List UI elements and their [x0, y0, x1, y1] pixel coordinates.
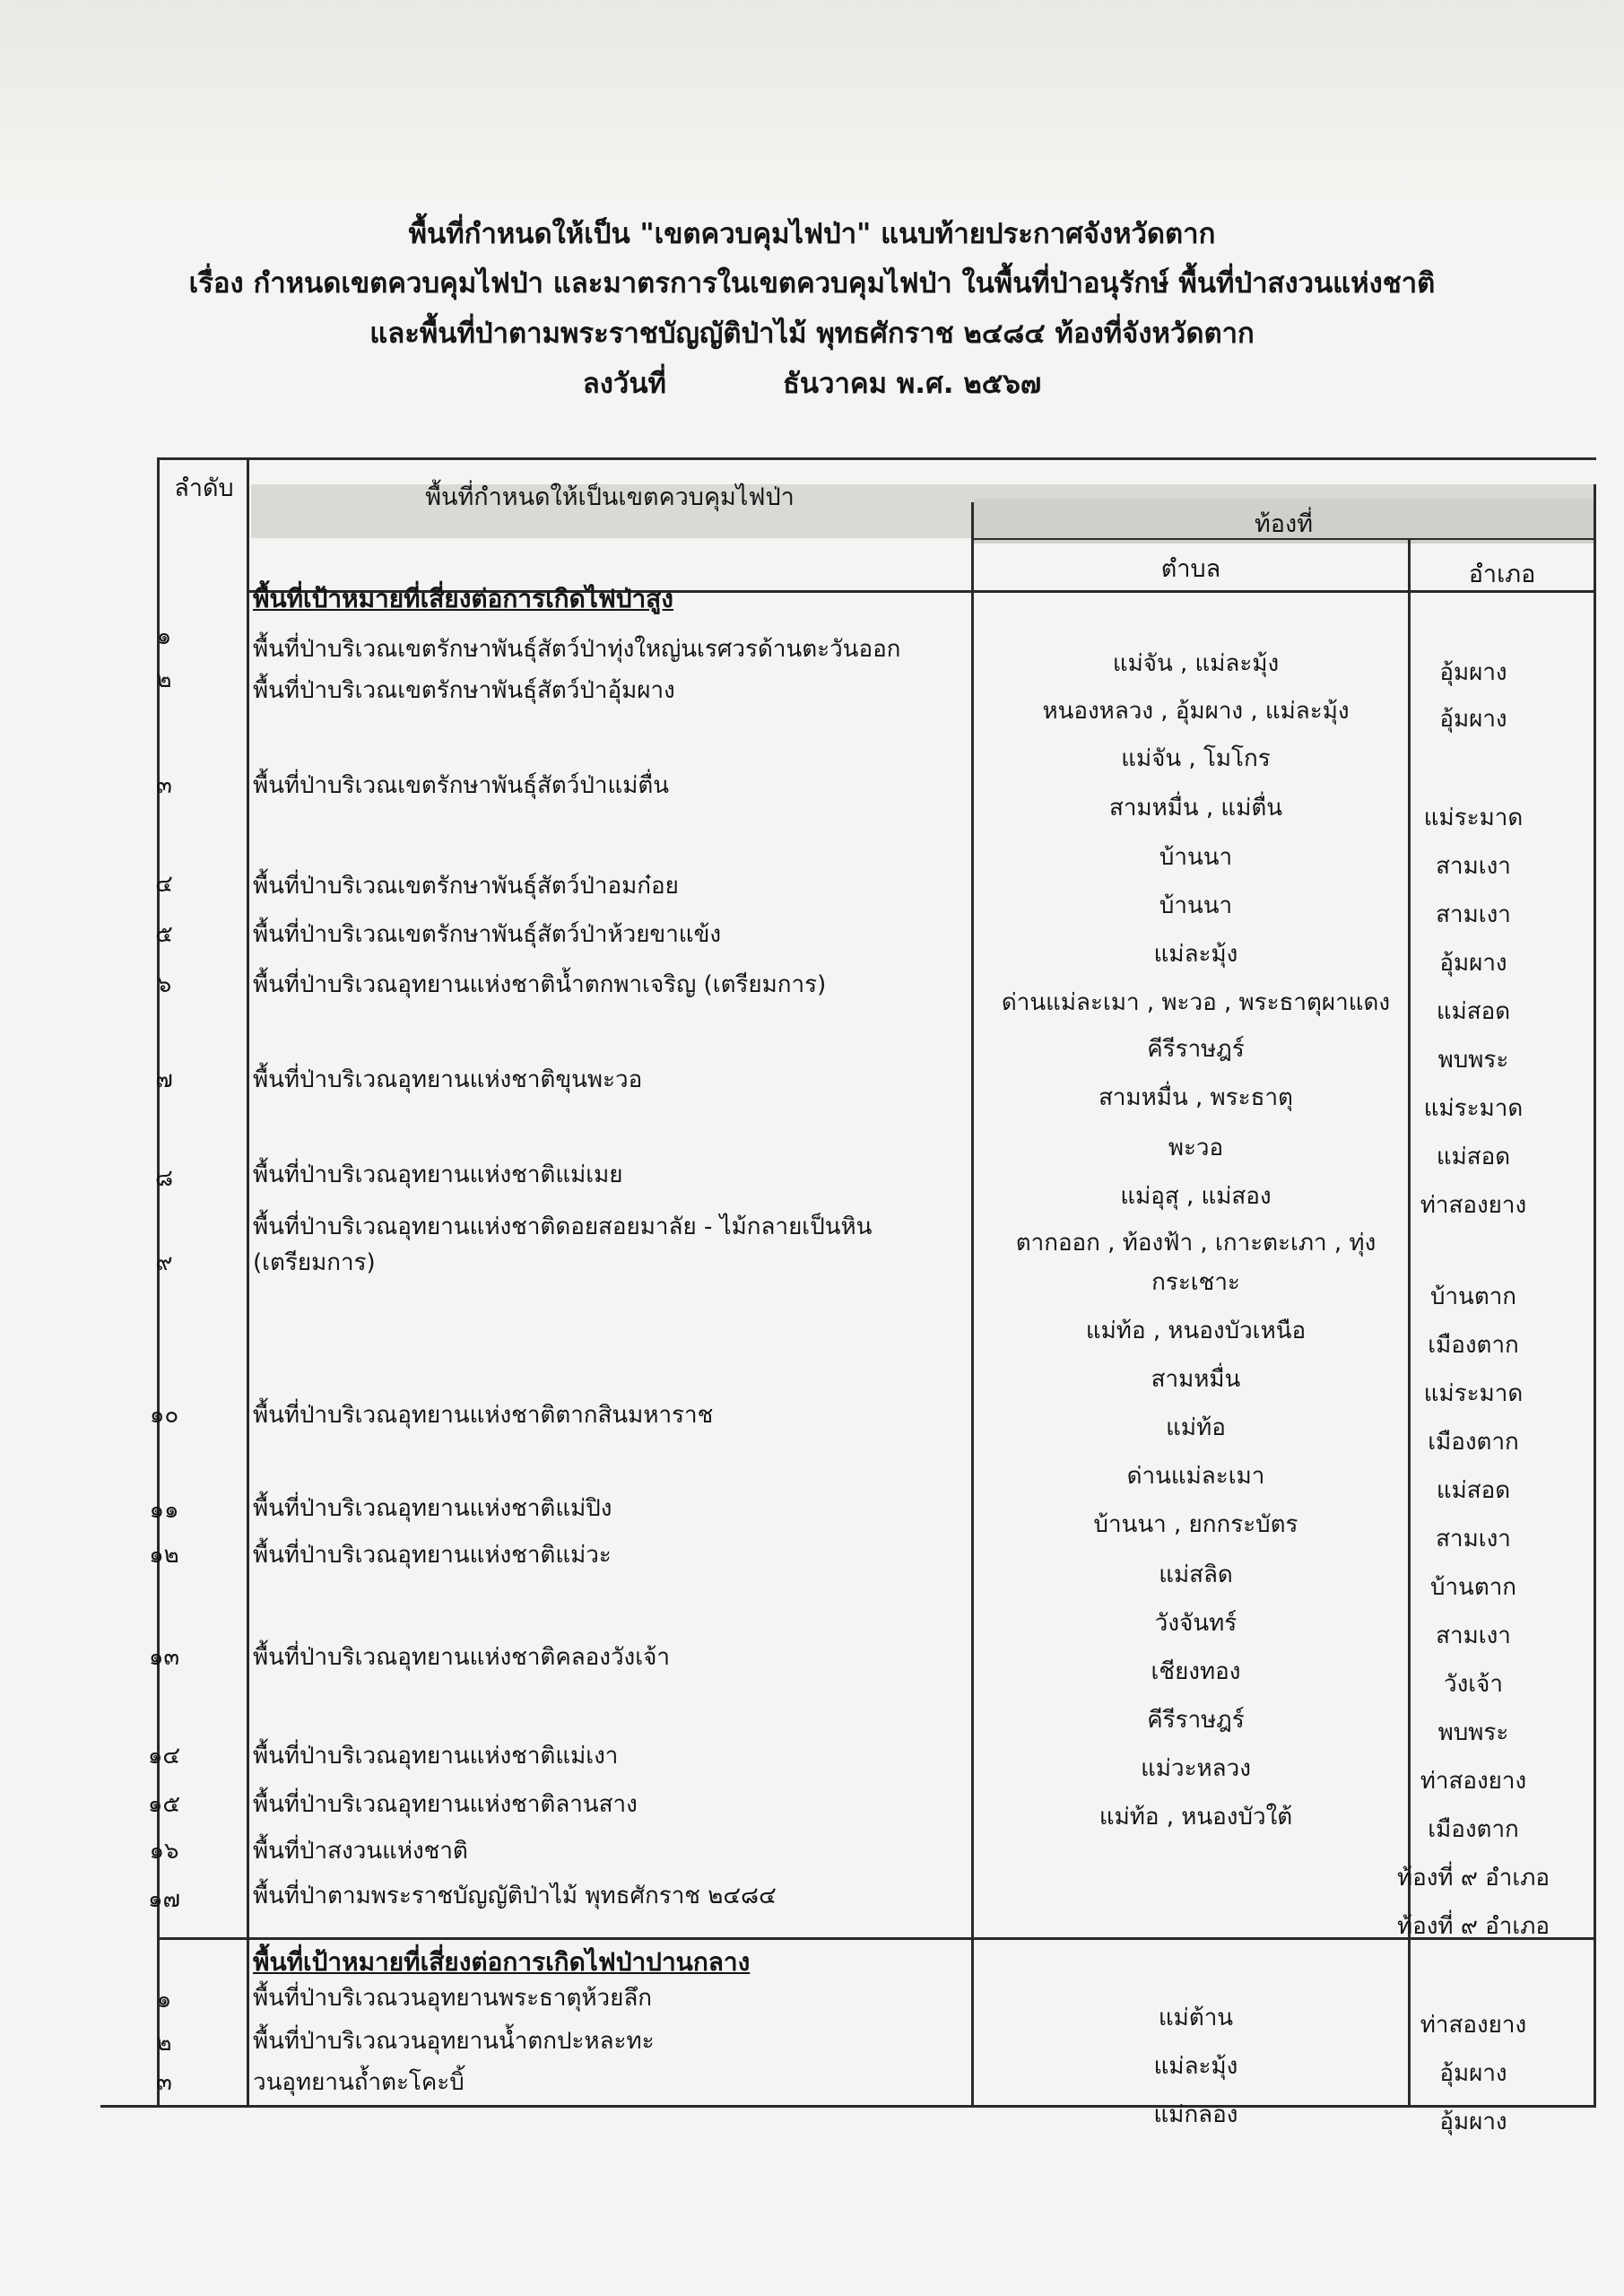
area-name: พื้นที่ป่าบริเวณอุทยานแห่งชาติแม่ปิง	[253, 1495, 612, 1522]
row-number: ๘	[154, 1165, 174, 1192]
amphoe-cell: แม่ระมาด	[1423, 1095, 1524, 1122]
tambon-cell: คีรีราษฎร์	[1147, 1036, 1245, 1063]
header-amphoe: อำเภอ	[1468, 561, 1536, 588]
row-number: ๓	[156, 2069, 172, 2096]
tambon-cell: แม่ละมุ้ง	[1153, 2053, 1238, 2080]
tambon-cell: แม่ต้าน	[1158, 2005, 1234, 2031]
tambon-cell: แม่ละมุ้ง	[1153, 941, 1238, 968]
area-name: พื้นที่ป่าบริเวณอุทยานแห่งชาติดอยสอยมาลัย - ไม้กลายเป็นหิน	[253, 1213, 873, 1240]
area-name: พื้นที่ป่าบริเวณอุทยานแห่งชาติลานสาง	[253, 1791, 638, 1818]
row-number: ๑๗	[147, 1886, 181, 1913]
amphoe-cell: ท่าสองยาง	[1420, 2012, 1527, 2039]
doc-title-line-2: เรื่อง กำหนดเขตควบคุมไฟป่า และมาตรการในเขตควบคุมไฟป่า ในพื้นที่ป่าอนุรักษ์ พื้นที่ป่าสงวนแห่งชาติ	[188, 267, 1436, 300]
tambon-cell: สามหมื่น , แม่ตื่น	[1108, 795, 1282, 822]
area-name: พื้นที่ป่าบริเวณเขตรักษาพันธุ์สัตว์ป่าแม่ตื่น	[253, 772, 670, 799]
tambon-cell: หนองหลวง , อุ้มผาง , แม่ละมุ้ง	[1042, 698, 1350, 725]
amphoe-cell: สามเงา	[1436, 853, 1511, 880]
row-number: ๑๕	[147, 1791, 181, 1818]
row-number: ๑	[156, 623, 172, 650]
amphoe-cell: ท้องที่ ๙ อำเภอ	[1396, 1865, 1550, 1892]
scan-shading	[0, 0, 1624, 206]
area-name: พื้นที่ป่าบริเวณเขตรักษาพันธุ์สัตว์ป่าห้วยขาแข้ง	[253, 921, 722, 948]
amphoe-cell: แม่สอด	[1436, 1477, 1511, 1504]
tambon-cell: แม่จัน , แม่ละมุ้ง	[1112, 650, 1280, 677]
doc-date-line	[0, 361, 1624, 405]
area-name: พื้นที่ป่าบริเวณอุทยานแห่งชาติคลองวังเจ้า	[253, 1644, 670, 1671]
row-number: ๔	[155, 871, 173, 898]
amphoe-cell: บ้านตาก	[1429, 1283, 1517, 1310]
row-number: ๕	[155, 921, 173, 948]
tambon-cell: สามหมื่น , พระธาตุ	[1099, 1084, 1293, 1111]
row-number: ๖	[156, 971, 172, 998]
area-name: พื้นที่ป่าบริเวณวนอุทยานพระธาตุห้วยลึก	[253, 1985, 653, 2012]
tambon-cell: แม่ท้อ , หนองบัวใต้	[1099, 1804, 1293, 1831]
tambon-cell: ด่านแม่ละเมา , พะวอ , พระธาตุผาแดง	[1001, 989, 1391, 1016]
tambon-cell: แม่วะหลวง	[1141, 1755, 1251, 1782]
header-order: ลำดับ	[174, 474, 234, 502]
header-locality: ท้องที่	[1255, 510, 1313, 538]
tambon-cell: บ้านนา	[1159, 844, 1233, 871]
date-label: ลงวันที่	[582, 368, 666, 400]
amphoe-cell: อุ้มผาง	[1439, 950, 1507, 977]
row-number: ๒	[156, 666, 172, 693]
amphoe-cell: อุ้มผาง	[1439, 2060, 1507, 2087]
amphoe-cell: อุ้มผาง	[1439, 706, 1507, 733]
amphoe-cell: สามเงา	[1436, 901, 1511, 928]
amphoe-cell: เมืองตาก	[1428, 1816, 1519, 1843]
row-number: ๑๖	[149, 1838, 179, 1865]
area-name: พื้นที่ป่าบริเวณเขตรักษาพันธุ์สัตว์ป่าอุ้มผาง	[253, 677, 675, 704]
tambon-cell: พะวอ	[1168, 1135, 1224, 1161]
row-number: ๗	[155, 1066, 173, 1093]
row-number: ๑๐	[149, 1402, 179, 1429]
tambon-cell: วังจันทร์	[1154, 1610, 1238, 1637]
area-name: พื้นที่ป่าบริเวณอุทยานแห่งชาติแม่วะ	[253, 1542, 612, 1569]
tambon-cell: กระเชาะ	[1151, 1269, 1240, 1296]
row-number: ๒	[156, 2030, 172, 2057]
tambon-cell: แม่ท้อ	[1166, 1414, 1226, 1441]
doc-title-line-3: และพื้นที่ป่าตามพระราชบัญญัติป่าไม้ พุทธศักราช ๒๔๘๔ ท้องที่จังหวัดตาก	[369, 317, 1255, 350]
amphoe-cell: อุ้มผาง	[1439, 2109, 1507, 2135]
amphoe-cell: วังเจ้า	[1443, 1671, 1503, 1698]
row-number: ๓	[156, 772, 172, 799]
row-number: ๑๔	[147, 1743, 181, 1770]
amphoe-cell: สามเงา	[1436, 1526, 1511, 1552]
section-high-risk: พื้นที่เป้าหมายที่เสี่ยงต่อการเกิดไฟป่าสูง	[253, 584, 673, 613]
area-name: พื้นที่ป่าสงวนแห่งชาติ	[253, 1838, 468, 1865]
tambon-cell: แม่ท้อ , หนองบัวเหนือ	[1085, 1318, 1307, 1344]
tambon-cell: บ้านนา , ยกกระบัตร	[1093, 1511, 1298, 1538]
header-tambon: ตำบล	[1160, 555, 1221, 583]
amphoe-cell: เมืองตาก	[1428, 1429, 1519, 1456]
tambon-cell: คีรีราษฎร์	[1147, 1707, 1245, 1734]
row-number: ๙	[155, 1249, 173, 1276]
area-name: พื้นที่ป่าบริเวณอุทยานแห่งชาติน้ำตกพาเจริญ (เตรียมการ)	[253, 971, 827, 998]
tambon-cell: เชียงทอง	[1151, 1658, 1241, 1685]
amphoe-cell: ท้องที่ ๙ อำเภอ	[1396, 1913, 1550, 1940]
tambon-cell: บ้านนา	[1159, 892, 1233, 919]
area-name: พื้นที่ป่าบริเวณเขตรักษาพันธุ์สัตว์ป่าอมก๋อย	[253, 873, 679, 900]
amphoe-cell: ท่าสองยาง	[1420, 1768, 1527, 1795]
date-value: ธันวาคม พ.ศ. ๒๕๖๗	[782, 368, 1042, 400]
area-name: พื้นที่ป่าบริเวณอุทยานแห่งชาติขุนพะวอ	[253, 1066, 643, 1093]
tambon-cell: ตากออก , ท้องฟ้า , เกาะตะเภา , ทุ่ง	[1015, 1230, 1376, 1257]
area-name: พื้นที่ป่าบริเวณอุทยานแห่งชาติแม่เงา	[253, 1743, 619, 1770]
header-area: พื้นที่กำหนดให้เป็นเขตควบคุมไฟป่า	[425, 483, 795, 511]
row-number: ๑๓	[148, 1644, 180, 1671]
tambon-cell: แม่อุสุ , แม่สอง	[1120, 1183, 1272, 1210]
amphoe-cell: พบพระ	[1437, 1047, 1509, 1074]
amphoe-cell: แม่สอด	[1436, 1144, 1511, 1170]
area-name: พื้นที่ป่าบริเวณวนอุทยานน้ำตกปะหละทะ	[253, 2028, 655, 2055]
section-mid-risk: พื้นที่เป้าหมายที่เสี่ยงต่อการเกิดไฟป่าปานกลาง	[253, 1947, 751, 1977]
tambon-cell: แม่สลิด	[1159, 1561, 1233, 1588]
amphoe-cell: เมืองตาก	[1428, 1332, 1519, 1359]
amphoe-cell: อุ้มผาง	[1439, 659, 1507, 686]
tambon-cell: ด่านแม่ละเมา	[1126, 1463, 1265, 1490]
tambon-cell: สามหมื่น	[1151, 1366, 1241, 1393]
amphoe-cell: แม่สอด	[1436, 998, 1511, 1025]
area-name: พื้นที่ป่าบริเวณอุทยานแห่งชาติตากสินมหาราช	[253, 1402, 714, 1429]
area-name: พื้นที่ป่าบริเวณอุทยานแห่งชาติแม่เมย	[253, 1161, 623, 1188]
row-number: ๑	[156, 1987, 172, 2013]
tambon-cell: แม่กลอง	[1153, 2101, 1238, 2128]
amphoe-cell: แม่ระมาด	[1423, 804, 1524, 831]
area-name: พื้นที่ป่าบริเวณเขตรักษาพันธุ์สัตว์ป่าทุ่งใหญ่นเรศวรด้านตะวันออก	[253, 636, 901, 663]
area-name: (เตรียมการ)	[253, 1249, 376, 1276]
amphoe-cell: ท่าสองยาง	[1420, 1192, 1527, 1219]
amphoe-cell: สามเงา	[1436, 1622, 1511, 1649]
area-name: วนอุทยานถ้ำตะโคะบิ้	[253, 2069, 465, 2096]
amphoe-cell: แม่ระมาด	[1423, 1380, 1524, 1407]
row-number: ๑๒	[149, 1542, 179, 1569]
tambon-cell: แม่จัน , โมโกร	[1121, 745, 1271, 772]
row-number: ๑๑	[149, 1497, 179, 1524]
amphoe-cell: บ้านตาก	[1429, 1574, 1517, 1601]
amphoe-cell: พบพระ	[1437, 1719, 1509, 1746]
doc-title-line-1: พื้นที่กำหนดให้เป็น "เขตควบคุมไฟป่า" แนบท้ายประกาศจังหวัดตาก	[408, 218, 1216, 250]
area-name: พื้นที่ป่าตามพระราชบัญญัติป่าไม้ พุทธศักราช ๒๔๘๔	[253, 1883, 777, 1909]
